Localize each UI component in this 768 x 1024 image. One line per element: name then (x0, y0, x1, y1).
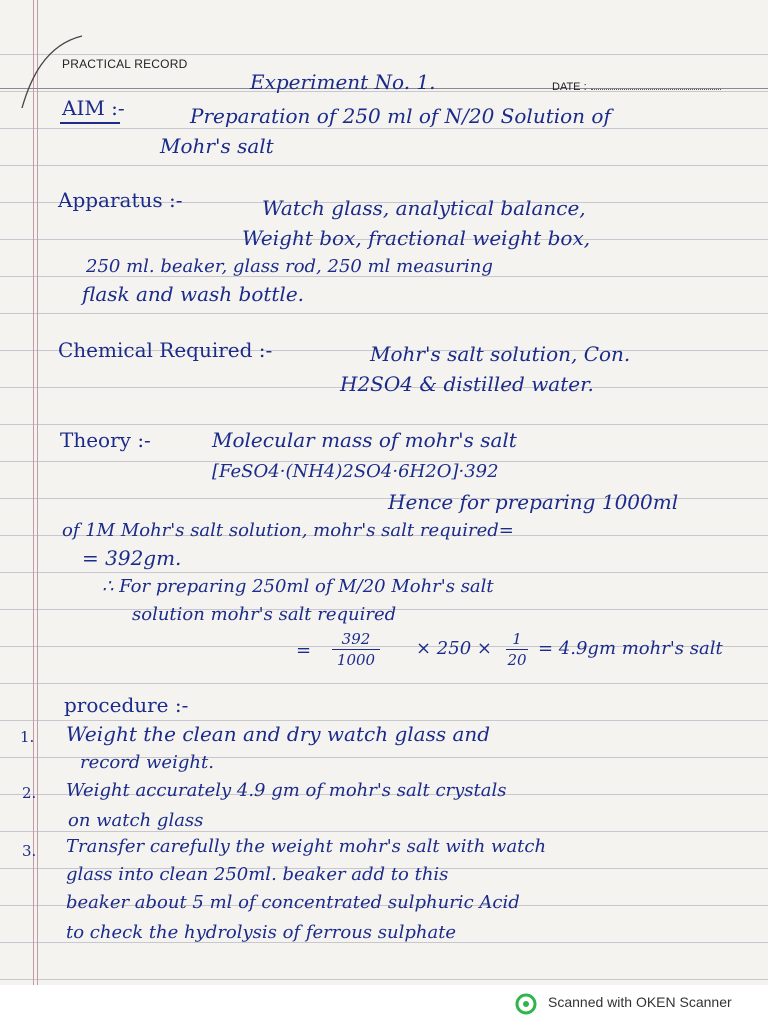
margin-line-left-inner (37, 0, 38, 985)
fraction-1-over-20 (506, 630, 528, 669)
theory-line-5: = 392gm. (82, 546, 182, 570)
step-2-line-1: Weight accurately 4.9 gm of mohr's salt crystals (66, 780, 507, 801)
oken-scanner-logo-icon (515, 993, 537, 1015)
theory-line-1: Molecular mass of mohr's salt (212, 428, 517, 452)
equation-result: = 4.9gm mohr's salt (538, 638, 723, 659)
date-label: DATE : (552, 81, 587, 93)
chemicals-label: Chemical Required :- (58, 338, 273, 362)
experiment-number: Experiment No. 1. (250, 70, 436, 94)
apparatus-line-3: 250 ml. beaker, glass rod, 250 ml measuring (86, 256, 493, 277)
corner-curve-decoration (0, 0, 120, 110)
fraction-denominator: 1000 (336, 651, 376, 669)
apparatus-line-4: flask and wash bottle. (82, 282, 305, 306)
apparatus-line-1: Watch glass, analytical balance, (262, 196, 586, 220)
fraction-denominator-2: 20 (507, 651, 527, 669)
chemicals-line-1: Mohr's salt solution, Con. (370, 342, 631, 366)
procedure-label: procedure :- (64, 693, 189, 717)
step-3-number: 3. (22, 842, 37, 860)
scanner-watermark-text: Scanned with OKEN Scanner (548, 994, 732, 1010)
apparatus-line-2: Weight box, fractional weight box, (242, 226, 591, 250)
practical-record-label: PRACTICAL RECORD (62, 57, 188, 71)
theory-formula: [FeSO4·(NH4)2SO4·6H2O]·392 (212, 461, 499, 482)
step-1-line-1: Weight the clean and dry watch glass and (66, 722, 491, 746)
aim-line-1: Preparation of 250 ml of N/20 Solution of (190, 104, 611, 128)
apparatus-label: Apparatus :- (58, 188, 183, 212)
theory-line-3: Hence for preparing 1000ml (388, 490, 679, 514)
step-1-number: 1. (20, 728, 35, 746)
step-1-line-2: record weight. (80, 752, 214, 773)
step-3-line-4: to check the hydrolysis of ferrous sulphate (66, 922, 457, 943)
theory-label: Theory :- (60, 428, 151, 452)
aim-underline (60, 122, 120, 124)
date-field (552, 80, 721, 93)
step-3-line-2: glass into clean 250ml. beaker add to this (66, 864, 449, 885)
fraction-numerator: 392 (341, 630, 371, 648)
step-2-line-2: on watch glass (68, 810, 204, 831)
step-3-line-3: beaker about 5 ml of concentrated sulphuric Acid (66, 892, 520, 913)
theory-line-7: solution mohr's salt required (132, 604, 397, 625)
fraction-numerator-2: 1 (512, 630, 522, 648)
equation-multiply: × 250 × (416, 638, 492, 659)
margin-line-left (33, 0, 34, 985)
step-2-number: 2. (22, 784, 37, 802)
fraction-392-over-1000 (332, 630, 380, 669)
theory-line-4: of 1M Mohr's salt solution, mohr's salt required= (62, 520, 514, 541)
date-blank (591, 80, 721, 90)
aim-label: AIM :- (62, 96, 125, 120)
equation-equals: = (296, 640, 312, 661)
step-3-line-1: Transfer carefully the weight mohr's salt with watch (66, 836, 547, 857)
chemicals-line-2: H2SO4 & distilled water. (340, 372, 594, 396)
aim-line-2: Mohr's salt (160, 134, 274, 158)
theory-line-6: ∴ For preparing 250ml of M/20 Mohr's salt (102, 576, 494, 597)
